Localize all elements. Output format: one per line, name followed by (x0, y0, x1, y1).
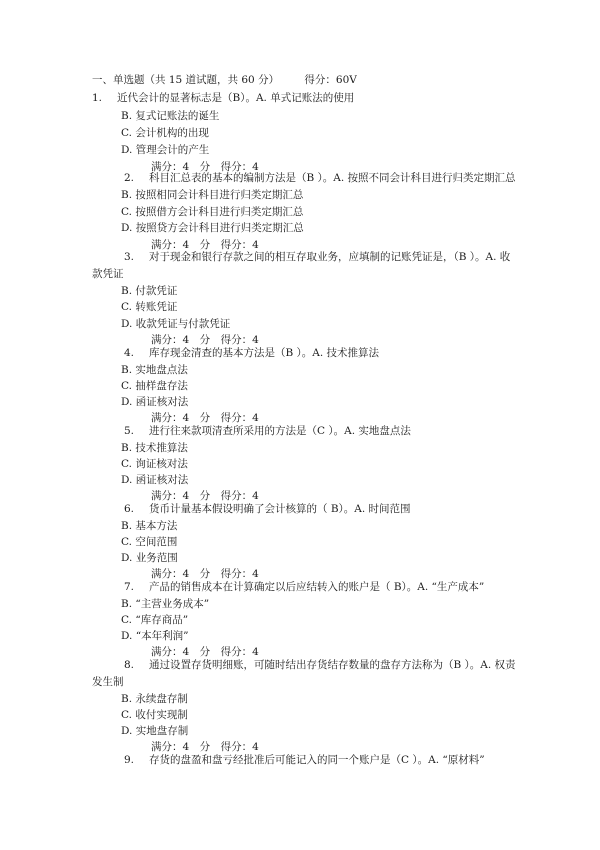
option-c: C. 会计机构的出现 (121, 127, 209, 139)
option-d: D. 业务范围 (121, 552, 178, 564)
question-6: 6. 货币计量基本假设明确了会计核算的（ B）。A. 时间范围 (124, 503, 411, 515)
option-d: D. “本年利润” (121, 630, 189, 642)
question-8: 8. 通过设置存货明细账，可随时结出存货结存数量的盘存方法称为（B ）。A. 权责 (124, 659, 516, 671)
option-c: C. 收付实现制 (121, 709, 188, 721)
question-4: 4. 库存现金清查的基本方法是（B ）。A. 技术推算法 (124, 347, 380, 359)
option-d: D. 函证核对法 (121, 396, 189, 408)
question-2: 2. 科目汇总表的基本的编制方法是（B ）。A. 按照不同会计科目进行归类定期汇总 (124, 172, 516, 184)
option-c: C. “库存商品” (121, 614, 189, 626)
question-9: 9. 存货的盘盈和盘亏经批准后可能记入的同一个账户是（C ）。A. “原材料” (124, 754, 485, 766)
option-b: B. 按照相同会计科目进行归类定期汇总 (121, 189, 304, 201)
question-1: 1. 近代会计的显著标志是（B）。A. 单式记账法的使用 (92, 92, 355, 104)
option-d: D. 管理会计的产生 (121, 144, 210, 156)
option-b: B. 付款凭证 (121, 285, 178, 297)
question-3: 3. 对于现金和银行存款之间的相互存取业务，应填制的记账凭证是，（B ）。A. 收 (124, 251, 511, 263)
option-c: C. 抽样盘存法 (121, 380, 188, 392)
section-header (92, 73, 357, 87)
question-score: 满分：4 分 得分：4 (151, 646, 259, 658)
question-score: 满分：4 分 得分：4 (151, 490, 259, 502)
question-score: 满分：4 分 得分：4 (151, 334, 259, 346)
option-b: B. 技术推算法 (121, 442, 188, 454)
option-c: C. 按照借方会计科目进行归类定期汇总 (121, 206, 304, 218)
total-score: 得分：60V (304, 74, 357, 86)
question-continuation: 款凭证 (92, 268, 124, 280)
question-continuation: 发生制 (92, 676, 124, 688)
option-d: D. 函证核对法 (121, 474, 189, 486)
question-7: 7. 产品的销售成本在计算确定以后应结转入的账户是（ B）。A. “生产成本” (124, 581, 485, 593)
option-b: B. 永续盘存制 (121, 693, 188, 705)
question-score: 满分：4 分 得分：4 (151, 741, 259, 753)
question-score: 满分：4 分 得分：4 (151, 161, 259, 173)
option-b: B. 复式记账法的诞生 (121, 110, 220, 122)
option-c: C. 转账凭证 (121, 301, 178, 313)
question-score: 满分：4 分 得分：4 (151, 412, 259, 424)
option-b: B. “主营业务成本” (121, 598, 210, 610)
option-d: D. 收款凭证与付款凭证 (121, 318, 231, 330)
option-d: D. 实地盘存制 (121, 725, 189, 737)
option-b: B. 实地盘点法 (121, 364, 188, 376)
option-c: C. 询证核对法 (121, 458, 188, 470)
question-score: 满分：4 分 得分：4 (151, 568, 259, 580)
option-c: C. 空间范围 (121, 536, 178, 548)
option-d: D. 按照贷方会计科目进行归类定期汇总 (121, 222, 304, 234)
option-b: B. 基本方法 (121, 520, 178, 532)
section-title: 一、单选题（共 15 道试题，共 60 分） (92, 74, 280, 86)
question-5: 5. 进行往来款项清查所采用的方法是（C ）。A. 实地盘点法 (124, 425, 411, 437)
question-score: 满分：4 分 得分：4 (151, 239, 259, 251)
